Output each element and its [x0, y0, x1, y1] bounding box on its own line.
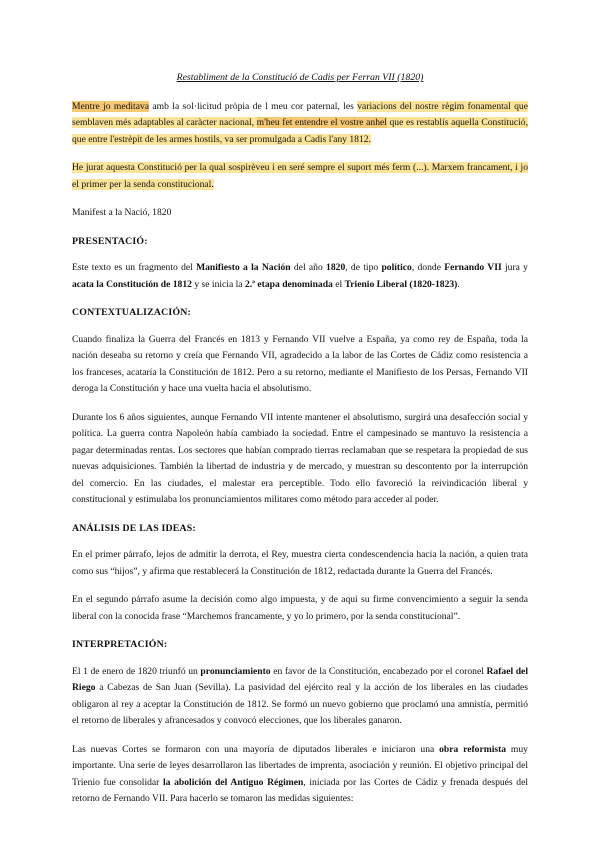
contextualizacion-paragraph-2: Durante los 6 años siguientes, aunque Fernando VII intente mantener el absolutismo, surgirá una desafección social y política. La guerra contra Napoleón había cambiado la sociedad. Entre el campesinado se mantuvo la resistencia a pagar determinadas rentas. Los sectores que habían comprado tierras reclamaban que se respetara la propiedad de sus nuevas adquisiciones. También la libertad de industria y de mercado, y muestran su descontento por la interrupción del comercio. En las ciudades, el malestar era perceptible. Todo ello favoreció la reivindicación liberal y constitucional y estimulaba los pronunciamientos militares como método para acceder al poder.: [72, 411, 528, 505]
heading-analisis: ANÁLISIS DE LAS IDEAS:: [72, 522, 196, 534]
analisis-paragraph-1: En el primer párrafo, lejos de admitir la derrota, el Rey, muestra cierta condescendencia hacia la nación, a quien trata como sus “hijos”, y afirma que restablecerá la Constitución de 1812, redactada durante la Guerra del Francés.: [72, 549, 528, 577]
highlight-1: Mentre jo meditava: [72, 100, 150, 112]
quote-paragraph-2: [72, 160, 528, 193]
document-title: Restabliment de la Constitució de Cadis per Ferran VII (1820): [176, 72, 424, 83]
interpretacion-paragraph-2: Las nuevas Cortes se formaron con una mayoría de diputados liberales e iniciaron una obra reformista muy importante. Una serie de leyes desarrollaron las libertades de imprenta, asociación y reunión. El objetivo principal del Trienio fue consolidar la abolición del Antiguo Régimen, iniciada por las Cortes de Cádiz y frenada después del retorno de Fernando VII. Para hacerlo se tomaron las medidas siguientes:: [72, 743, 529, 804]
highlight-2: variacions del nostre règim fonamental: [357, 100, 511, 112]
source-line: Manifest a la Nació, 1820: [72, 207, 172, 218]
highlight-4: He jurat aquesta Constitució per la qual sospirèveu i en seré sempre el suport més ferm (...). Marxem francament, i jo el primer per la senda constitucional.: [72, 162, 528, 190]
contextualizacion-paragraph-1: Cuando finaliza la Guerra del Francés en 1813 y Fernando VII vuelve a España, ya como rey de España, toda la nación deseaba su retorno y creía que Fernando VII, agradecido a la labor de las Cortes de Cádiz como resistencia a los franceses, acataría la Constitución de 1812. Pero a su retorno, mediante el Manifiesto de los Persas, Fernando VII deroga la Constitución y hace una vuelta hacia el absolutismo.: [72, 333, 528, 394]
document-body: [72, 70, 528, 816]
presentacion-paragraph: Este texto es un fragmento del Manifiesto a la Nación del año 1820, de tipo político, donde Fernando VII jura y acata la Constitución de 1812 y se inicia la 2.ª etapa denominada el Trienio Liberal (1820-1823).: [72, 262, 528, 290]
quote-paragraph-1: Mentre jo meditava amb la sol·licitud pròpia de l meu cor paternal, les variacions del nostre règim fonamental que semblaven més adaptables al caràcter nacional, m'heu fet entendre el vostre anhel que es restablís aquella Constitució, que entre l'estrèpit de les armes hostils, va ser promulgada a Cadis l'any 1812.: [72, 100, 528, 145]
heading-presentacion: PRESENTACIÓ:: [72, 235, 148, 247]
heading-contextualizacion: CONTEXTUALIZACIÓN:: [72, 307, 192, 318]
interpretacion-paragraph-1: El 1 de enero de 1820 triunfó un pronunciamiento en favor de la Constitución, encabezado por el coronel Rafael del Riego a Cabezas de San Juan (Sevilla). La pasividad del ejército real y la acción de los liberales en las ciudades obligaron al rey a aceptar la Constitución de 1812. Se formó un nuevo gobierno que proclamó una amnistía, permitió el retorno de liberales y afrancesados y convocó elecciones, que los liberales ganaron.: [72, 665, 528, 726]
analisis-paragraph-2: En el segundo párrafo asume la decisión como algo impuesta, y de aquí su firme convencimiento a seguir la senda liberal con la conocida frase “Marchemos francamente, y yo lo primero, por la senda constitucional”.: [72, 594, 528, 622]
highlight-3: m'heu fet entendre el vostre anhel: [256, 117, 387, 128]
heading-interpretacion: INTERPRETACIÓN:: [72, 639, 168, 650]
